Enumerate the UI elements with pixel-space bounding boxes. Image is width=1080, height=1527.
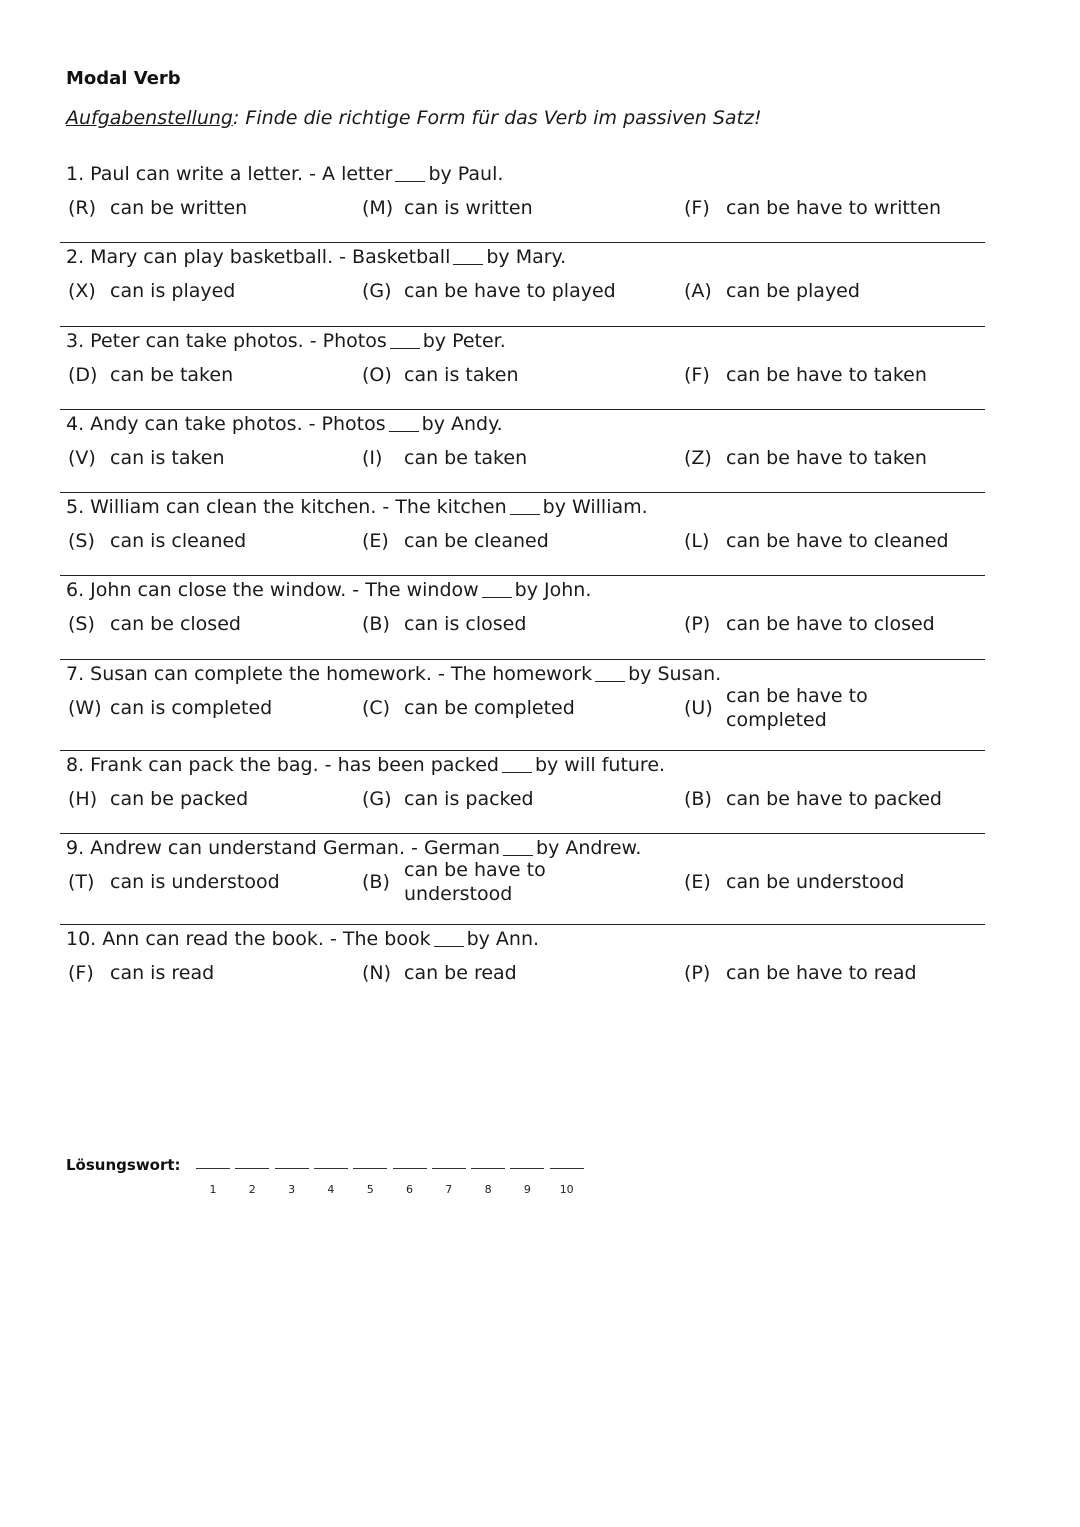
option-text: can be have to taken	[726, 446, 927, 469]
option-letter: (I)	[362, 446, 383, 469]
option-letter: (X)	[68, 280, 96, 303]
option-letter: (C)	[362, 696, 391, 719]
answer-option[interactable]	[358, 364, 519, 386]
option-text: can be closed	[110, 613, 241, 636]
question-text	[66, 754, 665, 776]
question-agent: by Ann.	[466, 928, 540, 951]
slot-line	[471, 1168, 505, 1169]
question-list	[60, 160, 985, 1008]
answer-blank[interactable]	[389, 431, 419, 432]
option-text: can be have to closed	[726, 613, 935, 636]
slot-line	[314, 1168, 348, 1169]
answer-option[interactable]	[680, 871, 904, 893]
question-sentence: 3. Peter can take photos. - Photos	[66, 329, 387, 352]
question-text	[66, 837, 641, 859]
solution-slot[interactable]	[314, 1168, 348, 1196]
question-agent: by Paul.	[428, 163, 504, 185]
question-sentence: 8. Frank can pack the bag. - has been packed	[66, 753, 499, 776]
question-text	[66, 579, 591, 601]
answer-option[interactable]	[680, 364, 927, 386]
answer-option[interactable]	[680, 280, 860, 302]
answer-blank[interactable]	[503, 855, 533, 856]
option-letter: (T)	[68, 871, 95, 894]
answer-blank[interactable]	[502, 772, 532, 773]
slot-line	[353, 1168, 387, 1169]
question-sentence: 9. Andrew can understand German. - German	[66, 837, 501, 860]
answer-option[interactable]	[64, 364, 233, 386]
answer-option[interactable]	[680, 788, 942, 810]
question-text	[66, 928, 539, 950]
slot-number: 1	[209, 1183, 217, 1196]
option-letter: (S)	[68, 613, 95, 636]
option-letter: (Z)	[684, 446, 712, 469]
answer-blank[interactable]	[390, 348, 420, 349]
question-sentence: 6. John can close the window. - The window	[66, 579, 479, 602]
task-instruction	[66, 107, 762, 129]
answer-blank[interactable]	[482, 597, 512, 598]
option-text: can be completed	[404, 696, 575, 719]
slot-line	[196, 1168, 230, 1169]
answer-option[interactable]	[64, 871, 280, 893]
question-agent: by William.	[542, 496, 648, 519]
slot-line	[393, 1168, 427, 1169]
question-4	[60, 410, 985, 493]
option-letter: (A)	[684, 280, 712, 303]
answer-option[interactable]	[64, 197, 247, 219]
option-text: can be played	[726, 280, 860, 303]
question-text	[66, 663, 721, 685]
answer-option[interactable]	[680, 197, 941, 219]
answer-option[interactable]	[64, 530, 246, 552]
slot-number: 4	[327, 1183, 335, 1196]
question-sentence: 2. Mary can play basketball. - Basketball	[66, 246, 451, 269]
answer-option[interactable]	[358, 613, 526, 635]
question-agent: by Susan.	[628, 662, 722, 685]
answer-option[interactable]	[358, 788, 534, 810]
option-text: can be read	[404, 962, 517, 985]
answer-blank[interactable]	[453, 264, 483, 265]
question-text	[66, 496, 648, 518]
question-text	[66, 330, 506, 352]
answer-option[interactable]	[358, 962, 517, 984]
answer-option[interactable]	[64, 788, 248, 810]
answer-option[interactable]	[680, 530, 949, 552]
option-text: can be have to packed	[726, 787, 942, 810]
question-7	[60, 660, 985, 751]
question-sentence: 4. Andy can take photos. - Photos	[66, 412, 386, 435]
solution-slot[interactable]	[353, 1168, 387, 1196]
task-label: Aufgabenstellung	[66, 107, 233, 129]
solution-slot[interactable]	[275, 1168, 309, 1196]
option-text: can is taken	[110, 446, 225, 469]
answer-option[interactable]	[358, 697, 575, 719]
option-letter: (P)	[684, 613, 711, 636]
option-letter: (N)	[362, 962, 392, 985]
slot-number: 9	[523, 1183, 531, 1196]
question-text	[66, 246, 566, 268]
answer-option[interactable]	[358, 197, 533, 219]
option-letter: (F)	[68, 962, 94, 985]
question-sentence: 5. William can clean the kitchen. - The kitchen	[66, 496, 507, 519]
slot-number: 8	[484, 1183, 492, 1196]
question-text	[66, 163, 503, 185]
option-text: can be taken	[110, 363, 234, 386]
option-text: can be have to written	[726, 197, 941, 219]
option-text: can be have to completed	[726, 684, 868, 731]
option-text: can be have to read	[726, 962, 917, 985]
slot-number: 7	[445, 1183, 453, 1196]
option-letter: (L)	[684, 530, 710, 553]
option-text: can be have to played	[404, 280, 616, 303]
option-letter: (D)	[68, 363, 98, 386]
option-text: can is packed	[404, 787, 534, 810]
answer-option[interactable]	[64, 697, 272, 719]
answer-option[interactable]	[358, 858, 564, 906]
question-2	[60, 243, 985, 326]
answer-option[interactable]	[64, 447, 225, 469]
answer-blank[interactable]	[510, 514, 540, 515]
answer-option[interactable]	[680, 613, 935, 635]
option-letter: (S)	[68, 530, 95, 553]
question-agent: by will future.	[534, 753, 666, 776]
option-letter: (B)	[684, 787, 712, 810]
option-letter: (G)	[362, 280, 392, 303]
option-text: can is closed	[404, 613, 527, 636]
option-text: can is played	[110, 280, 236, 303]
slot-number: 5	[366, 1183, 374, 1196]
option-text: can be understood	[726, 871, 905, 894]
answer-option[interactable]	[680, 684, 886, 732]
answer-option[interactable]	[358, 447, 527, 469]
question-3	[60, 327, 985, 410]
option-letter: (H)	[68, 787, 98, 810]
option-letter: (M)	[362, 197, 394, 219]
option-letter: (V)	[68, 446, 96, 469]
answer-option[interactable]	[680, 447, 927, 469]
page-title: Modal Verb	[66, 68, 181, 89]
question-agent: by Mary.	[486, 246, 567, 269]
question-10	[60, 925, 985, 1008]
solution-slot[interactable]	[235, 1168, 269, 1196]
option-text: can be written	[110, 197, 248, 219]
answer-option[interactable]	[680, 962, 917, 984]
question-9	[60, 834, 985, 925]
solution-slot[interactable]	[393, 1168, 427, 1196]
answer-option[interactable]	[64, 962, 214, 984]
option-letter: (B)	[362, 613, 390, 636]
slot-line	[275, 1168, 309, 1169]
question-text	[66, 413, 503, 435]
question-1	[60, 160, 985, 243]
solution-slot[interactable]	[196, 1168, 230, 1196]
option-letter: (F)	[684, 197, 710, 219]
answer-option[interactable]	[358, 530, 549, 552]
slot-number: 3	[288, 1183, 296, 1196]
slot-line	[550, 1168, 584, 1169]
option-letter: (G)	[362, 787, 392, 810]
option-text: can be cleaned	[404, 530, 549, 553]
answer-blank[interactable]	[595, 681, 625, 682]
slot-number: 6	[406, 1183, 413, 1196]
option-text: can be packed	[110, 787, 249, 810]
task-text: : Finde die richtige Form für das Verb im passiven Satz!	[232, 107, 762, 129]
question-sentence: 1. Paul can write a letter. - A letter	[66, 163, 393, 185]
option-text: can is written	[404, 197, 533, 219]
solution-slot[interactable]	[510, 1168, 544, 1196]
question-sentence: 7. Susan can complete the homework. - The homework	[66, 662, 593, 685]
option-letter: (F)	[684, 363, 710, 386]
question-agent: by Peter.	[422, 329, 506, 352]
answer-option[interactable]	[358, 280, 616, 302]
option-text: can be have to taken	[726, 363, 927, 386]
option-letter: (U)	[684, 696, 713, 719]
slot-line	[510, 1168, 544, 1169]
solution-word-label: Lösungswort:	[66, 1156, 181, 1174]
solution-slot[interactable]	[550, 1168, 584, 1196]
option-text: can is understood	[110, 871, 280, 894]
question-agent: by John.	[514, 579, 592, 602]
slot-line	[432, 1168, 466, 1169]
option-letter: (R)	[68, 197, 97, 219]
slot-number: 10	[559, 1183, 574, 1196]
question-sentence: 10. Ann can read the book. - The book	[66, 928, 431, 951]
option-letter: (P)	[684, 962, 711, 985]
answer-blank[interactable]	[434, 946, 464, 947]
question-8	[60, 751, 985, 834]
option-text: can be have to cleaned	[726, 530, 949, 553]
question-agent: by Andrew.	[536, 837, 642, 860]
question-6	[60, 576, 985, 659]
solution-slot[interactable]	[432, 1168, 466, 1196]
option-text: can be have to understood	[404, 859, 546, 906]
slot-number: 2	[248, 1183, 256, 1196]
option-letter: (O)	[362, 363, 392, 386]
answer-blank[interactable]	[395, 181, 425, 182]
question-agent: by Andy.	[421, 412, 503, 435]
option-text: can is cleaned	[110, 530, 247, 553]
option-text: can be taken	[404, 446, 528, 469]
option-letter: (E)	[684, 871, 711, 894]
answer-option[interactable]	[64, 280, 235, 302]
question-5	[60, 493, 985, 576]
option-letter: (W)	[68, 696, 102, 719]
option-text: can is completed	[110, 696, 273, 719]
slot-line	[235, 1168, 269, 1169]
solution-slot[interactable]	[471, 1168, 505, 1196]
option-letter: (E)	[362, 530, 389, 553]
answer-option[interactable]	[64, 613, 241, 635]
option-letter: (B)	[362, 871, 390, 894]
option-text: can is read	[110, 962, 215, 985]
option-text: can is taken	[404, 363, 519, 386]
